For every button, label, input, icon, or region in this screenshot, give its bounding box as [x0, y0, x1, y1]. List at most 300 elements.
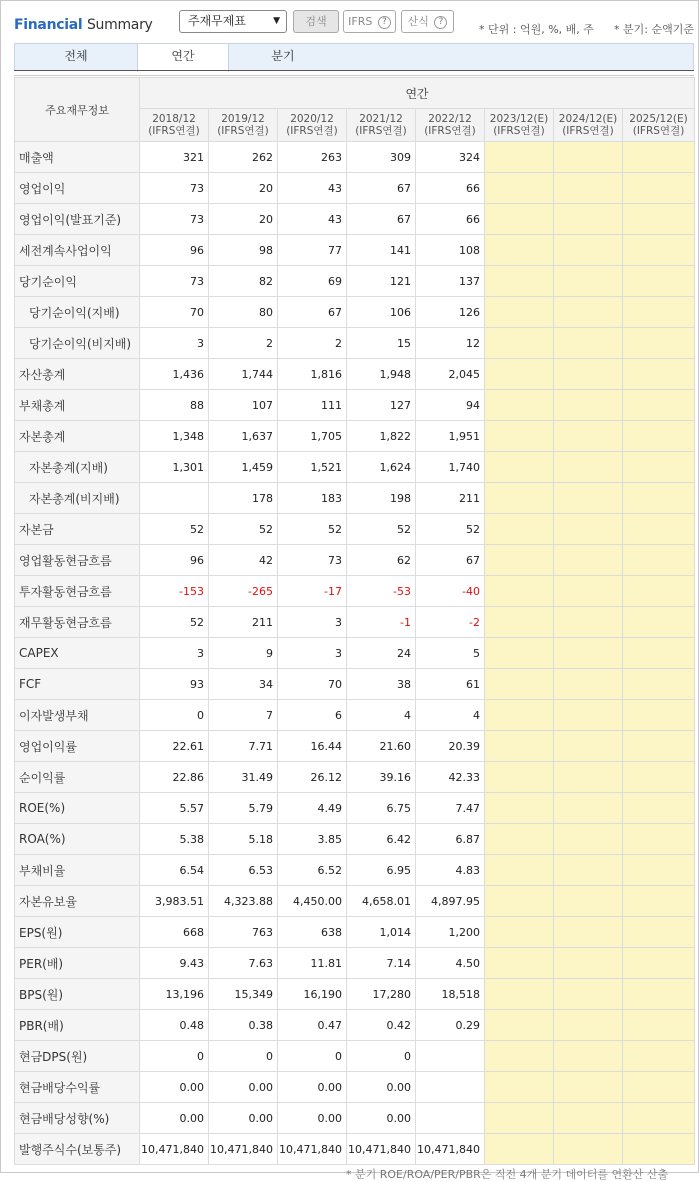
table-cell — [554, 607, 623, 638]
table-row — [15, 359, 695, 390]
table-cell: 1,436 — [140, 359, 209, 390]
table-cell: 0.00 — [140, 1072, 209, 1103]
table-cell: 77 — [278, 235, 347, 266]
ifrs-button-label: IFRS — [348, 15, 373, 28]
table-cell — [554, 173, 623, 204]
table-cell: 10,471,840 — [416, 1134, 485, 1165]
table-cell: 1,744 — [209, 359, 278, 390]
table-cell: 3 — [140, 328, 209, 359]
table-row — [15, 979, 695, 1010]
table-cell — [554, 793, 623, 824]
table-cell: 2 — [278, 328, 347, 359]
table-cell: 9.43 — [140, 948, 209, 979]
table-cell: 10,471,840 — [278, 1134, 347, 1165]
table-cell: 1,705 — [278, 421, 347, 452]
year-basis: (IFRS연결) — [632, 125, 685, 137]
table-cell — [554, 235, 623, 266]
table-cell — [554, 979, 623, 1010]
table-cell — [485, 638, 554, 669]
year-column-header — [485, 109, 554, 142]
table-cell: 10,471,840 — [140, 1134, 209, 1165]
table-cell: 6.75 — [347, 793, 416, 824]
table-cell: 668 — [140, 917, 209, 948]
table-cell: 6.42 — [347, 824, 416, 855]
table-row — [15, 1072, 695, 1103]
table-cell: 21.60 — [347, 731, 416, 762]
table-cell: 3 — [278, 607, 347, 638]
row-label: 자산총계 — [15, 359, 140, 390]
title-summary: Summary — [86, 17, 153, 33]
table-cell — [554, 886, 623, 917]
table-cell — [554, 297, 623, 328]
table-cell — [485, 731, 554, 762]
table-cell: 26.12 — [278, 762, 347, 793]
table-cell: 0.00 — [278, 1072, 347, 1103]
row-label: ROE(%) — [15, 793, 140, 824]
row-label: 자본총계 — [15, 421, 140, 452]
table-cell — [554, 762, 623, 793]
table-cell — [140, 483, 209, 514]
table-cell — [485, 390, 554, 421]
table-cell: 107 — [209, 390, 278, 421]
formula-button-label: 산식 — [407, 15, 429, 28]
table-cell — [623, 1010, 695, 1041]
table-cell: 7 — [209, 700, 278, 731]
table-row — [15, 731, 695, 762]
table-cell: 98 — [209, 235, 278, 266]
table-cell — [485, 452, 554, 483]
table-cell — [554, 421, 623, 452]
table-cell — [623, 917, 695, 948]
year-basis: (IFRS연결) — [148, 125, 200, 137]
table-cell: 52 — [140, 607, 209, 638]
table-cell: 1,301 — [140, 452, 209, 483]
table-cell: 52 — [347, 514, 416, 545]
table-cell: 127 — [347, 390, 416, 421]
row-label: 발행주식수(보통주) — [15, 1134, 140, 1165]
row-label: 영업이익률 — [15, 731, 140, 762]
table-row — [15, 328, 695, 359]
table-cell: -53 — [347, 576, 416, 607]
table-cell: 4,450.00 — [278, 886, 347, 917]
table-cell: 42.33 — [416, 762, 485, 793]
tab-all[interactable]: 전체 — [64, 49, 88, 63]
unit-note: * 단위 : 억원, %, 배, 주 — [479, 23, 594, 36]
table-cell: 4,323.88 — [209, 886, 278, 917]
year-basis: (IFRS연결) — [493, 125, 545, 137]
table-cell: 17,280 — [347, 979, 416, 1010]
table-cell: -1 — [347, 607, 416, 638]
table-cell: 7.47 — [416, 793, 485, 824]
table-cell — [485, 576, 554, 607]
tab-quarterly[interactable]: 분기 — [271, 49, 295, 63]
table-cell: 93 — [140, 669, 209, 700]
row-label: EPS(원) — [15, 917, 140, 948]
table-cell — [485, 266, 554, 297]
table-cell — [485, 762, 554, 793]
table-cell — [485, 359, 554, 390]
table-cell — [485, 1010, 554, 1041]
row-label: 세전계속사업이익 — [15, 235, 140, 266]
table-cell: 198 — [347, 483, 416, 514]
table-cell — [554, 1134, 623, 1165]
table-cell: 67 — [278, 297, 347, 328]
tab-annual[interactable]: 연간 — [137, 44, 229, 72]
table-row — [15, 1010, 695, 1041]
table-cell — [485, 607, 554, 638]
table-cell — [554, 1103, 623, 1134]
table-cell: 42 — [209, 545, 278, 576]
year-period: 2018/12 — [152, 113, 196, 125]
row-label: 당기순이익(지배) — [15, 297, 140, 328]
table-cell: 3 — [140, 638, 209, 669]
table-cell: 11.81 — [278, 948, 347, 979]
quarter-basis-note: * 분기: 순액기준 — [614, 23, 694, 36]
table-cell: 1,348 — [140, 421, 209, 452]
table-cell: 73 — [140, 173, 209, 204]
table-row — [15, 762, 695, 793]
table-cell: 10,471,840 — [347, 1134, 416, 1165]
table-cell: 0.00 — [278, 1103, 347, 1134]
table-cell: 6.95 — [347, 855, 416, 886]
table-cell: 0 — [278, 1041, 347, 1072]
table-cell — [623, 421, 695, 452]
period-header: 연간 — [140, 78, 695, 109]
table-cell: 0.38 — [209, 1010, 278, 1041]
table-cell — [623, 607, 695, 638]
table-row — [15, 793, 695, 824]
table-cell: 1,951 — [416, 421, 485, 452]
row-label: 자본총계(비지배) — [15, 483, 140, 514]
table-cell: 20 — [209, 173, 278, 204]
table-cell — [554, 731, 623, 762]
table-cell — [485, 855, 554, 886]
table-cell: 6.53 — [209, 855, 278, 886]
table-cell: 263 — [278, 142, 347, 173]
table-cell — [554, 669, 623, 700]
table-cell: 9 — [209, 638, 278, 669]
table-cell: 126 — [416, 297, 485, 328]
table-cell — [623, 1134, 695, 1165]
table-cell: 2,045 — [416, 359, 485, 390]
table-cell — [485, 483, 554, 514]
table-cell — [554, 948, 623, 979]
table-row — [15, 607, 695, 638]
table-cell — [623, 204, 695, 235]
year-column-header — [209, 109, 278, 142]
table-cell: 0.00 — [347, 1103, 416, 1134]
table-cell — [623, 1103, 695, 1134]
row-label: 순이익률 — [15, 762, 140, 793]
table-cell: 6.54 — [140, 855, 209, 886]
row-label: ROA(%) — [15, 824, 140, 855]
table-cell: 262 — [209, 142, 278, 173]
table-row — [15, 917, 695, 948]
table-cell — [623, 979, 695, 1010]
table-cell: 16,190 — [278, 979, 347, 1010]
table-cell — [623, 142, 695, 173]
year-period: 2021/12 — [359, 113, 403, 125]
table-cell: 22.61 — [140, 731, 209, 762]
table-cell — [623, 173, 695, 204]
table-cell: 70 — [278, 669, 347, 700]
table-cell: 4,897.95 — [416, 886, 485, 917]
table-cell: 96 — [140, 235, 209, 266]
year-period: 2025/12(E) — [629, 113, 688, 125]
financial-table — [14, 77, 695, 1165]
row-label: FCF — [15, 669, 140, 700]
table-cell: 31.49 — [209, 762, 278, 793]
table-cell: 3.85 — [278, 824, 347, 855]
table-cell: -17 — [278, 576, 347, 607]
table-row — [15, 297, 695, 328]
table-row — [15, 1103, 695, 1134]
table-cell: 763 — [209, 917, 278, 948]
year-period: 2022/12 — [428, 113, 472, 125]
table-cell: 6.52 — [278, 855, 347, 886]
table-row — [15, 266, 695, 297]
table-cell: 4 — [347, 700, 416, 731]
table-cell: 16.44 — [278, 731, 347, 762]
widget-title — [14, 17, 153, 33]
table-cell — [485, 514, 554, 545]
table-cell: 7.63 — [209, 948, 278, 979]
table-cell: 1,637 — [209, 421, 278, 452]
year-period: 2023/12(E) — [489, 113, 549, 125]
table-row — [15, 204, 695, 235]
table-cell — [485, 824, 554, 855]
table-cell: 52 — [209, 514, 278, 545]
year-basis: (IFRS연결) — [424, 125, 476, 137]
row-label: 현금배당수익률 — [15, 1072, 140, 1103]
table-cell: 39.16 — [347, 762, 416, 793]
table-cell — [623, 297, 695, 328]
table-cell — [623, 452, 695, 483]
table-cell: 4.83 — [416, 855, 485, 886]
table-cell: 38 — [347, 669, 416, 700]
table-cell: 61 — [416, 669, 485, 700]
table-cell — [623, 855, 695, 886]
table-cell: 0.29 — [416, 1010, 485, 1041]
table-cell — [485, 421, 554, 452]
table-cell: 82 — [209, 266, 278, 297]
year-basis: (IFRS연결) — [562, 125, 614, 137]
help-icon: ? — [378, 16, 391, 29]
table-cell: 141 — [347, 235, 416, 266]
table-cell — [554, 917, 623, 948]
table-row — [15, 855, 695, 886]
table-cell: 52 — [416, 514, 485, 545]
table-cell — [416, 1072, 485, 1103]
row-label: 매출액 — [15, 142, 140, 173]
table-cell — [485, 173, 554, 204]
ifrs-button[interactable] — [343, 10, 396, 33]
table-cell: 2 — [209, 328, 278, 359]
formula-button[interactable] — [401, 10, 454, 33]
row-label: 당기순이익 — [15, 266, 140, 297]
table-cell: 5.57 — [140, 793, 209, 824]
table-cell — [623, 576, 695, 607]
table-cell — [485, 1103, 554, 1134]
table-cell — [623, 328, 695, 359]
table-cell: 3 — [278, 638, 347, 669]
table-cell: 96 — [140, 545, 209, 576]
row-label: CAPEX — [15, 638, 140, 669]
table-cell — [623, 483, 695, 514]
table-cell — [623, 1072, 695, 1103]
table-cell: 309 — [347, 142, 416, 173]
toolbar — [1, 1, 699, 45]
table-cell: 0.48 — [140, 1010, 209, 1041]
year-column-header — [623, 109, 695, 142]
table-cell — [623, 762, 695, 793]
table-row — [15, 638, 695, 669]
table-cell: 638 — [278, 917, 347, 948]
table-cell: 1,816 — [278, 359, 347, 390]
table-cell — [623, 669, 695, 700]
year-column-header — [347, 109, 416, 142]
table-cell: 6 — [278, 700, 347, 731]
table-cell: 183 — [278, 483, 347, 514]
table-cell: 7.14 — [347, 948, 416, 979]
table-cell — [623, 266, 695, 297]
year-column-header — [278, 109, 347, 142]
table-cell: 34 — [209, 669, 278, 700]
year-basis: (IFRS연결) — [286, 125, 338, 137]
table-row — [15, 390, 695, 421]
table-cell — [485, 1134, 554, 1165]
table-cell: 108 — [416, 235, 485, 266]
table-cell: 121 — [347, 266, 416, 297]
row-label: BPS(원) — [15, 979, 140, 1010]
row-label: 자본총계(지배) — [15, 452, 140, 483]
year-column-header — [416, 109, 485, 142]
table-cell: 24 — [347, 638, 416, 669]
table-cell — [554, 855, 623, 886]
table-cell — [554, 266, 623, 297]
table-cell — [554, 545, 623, 576]
table-cell: 7.71 — [209, 731, 278, 762]
table-row — [15, 235, 695, 266]
table-cell: 1,014 — [347, 917, 416, 948]
row-label: PER(배) — [15, 948, 140, 979]
row-label: PBR(배) — [15, 1010, 140, 1041]
table-cell: 5.18 — [209, 824, 278, 855]
table-cell — [485, 328, 554, 359]
table-cell: 67 — [416, 545, 485, 576]
year-column-header — [554, 109, 623, 142]
row-label: 자본유보율 — [15, 886, 140, 917]
table-cell: 321 — [140, 142, 209, 173]
table-cell: 67 — [347, 173, 416, 204]
table-cell: 43 — [278, 204, 347, 235]
table-cell — [554, 390, 623, 421]
table-cell — [554, 638, 623, 669]
table-cell — [623, 235, 695, 266]
table-cell: 70 — [140, 297, 209, 328]
table-cell: 4,658.01 — [347, 886, 416, 917]
table-cell — [623, 514, 695, 545]
table-cell: 111 — [278, 390, 347, 421]
table-cell: -153 — [140, 576, 209, 607]
search-button-label: 검색 — [305, 15, 327, 28]
table-cell — [485, 886, 554, 917]
row-label: 현금배당성향(%) — [15, 1103, 140, 1134]
year-period: 2024/12(E) — [558, 113, 618, 125]
table-cell — [623, 359, 695, 390]
row-header: 주요재무정보 — [15, 78, 140, 142]
table-cell: 0.00 — [209, 1103, 278, 1134]
period-tabs — [14, 43, 694, 70]
year-basis: (IFRS연결) — [355, 125, 407, 137]
table-cell: 69 — [278, 266, 347, 297]
table-cell: 1,521 — [278, 452, 347, 483]
table-cell: 66 — [416, 204, 485, 235]
table-cell — [485, 917, 554, 948]
table-cell: -2 — [416, 607, 485, 638]
table-cell: 1,740 — [416, 452, 485, 483]
table-cell: 80 — [209, 297, 278, 328]
table-cell: 20 — [209, 204, 278, 235]
table-row — [15, 576, 695, 607]
row-label: 이자발생부채 — [15, 700, 140, 731]
table-cell: 0.00 — [209, 1072, 278, 1103]
table-row — [15, 483, 695, 514]
statement-type-select[interactable] — [179, 10, 287, 33]
table-cell: 88 — [140, 390, 209, 421]
table-cell: 73 — [140, 266, 209, 297]
table-cell: 1,822 — [347, 421, 416, 452]
table-cell: 137 — [416, 266, 485, 297]
table-cell: 66 — [416, 173, 485, 204]
table-cell: 18,518 — [416, 979, 485, 1010]
table-cell: 13,196 — [140, 979, 209, 1010]
table-cell: 6.87 — [416, 824, 485, 855]
table-cell: 52 — [278, 514, 347, 545]
table-cell: 15 — [347, 328, 416, 359]
year-basis: (IFRS연결) — [217, 125, 269, 137]
table-cell: 178 — [209, 483, 278, 514]
table-cell — [554, 1072, 623, 1103]
table-cell: 3,983.51 — [140, 886, 209, 917]
table-cell: 0 — [140, 1041, 209, 1072]
search-button[interactable] — [293, 10, 339, 33]
table-row — [15, 545, 695, 576]
table-cell — [485, 793, 554, 824]
table-cell: 0.00 — [140, 1103, 209, 1134]
table-cell — [554, 452, 623, 483]
table-cell — [554, 483, 623, 514]
table-cell: 43 — [278, 173, 347, 204]
table-cell — [623, 638, 695, 669]
table-cell: 62 — [347, 545, 416, 576]
table-cell — [554, 700, 623, 731]
table-cell: 94 — [416, 390, 485, 421]
table-cell: 4.50 — [416, 948, 485, 979]
table-cell: 324 — [416, 142, 485, 173]
table-cell: 22.86 — [140, 762, 209, 793]
row-label: 현금DPS(원) — [15, 1041, 140, 1072]
table-cell — [623, 1041, 695, 1072]
table-cell — [623, 390, 695, 421]
table-cell — [623, 731, 695, 762]
table-cell: 15,349 — [209, 979, 278, 1010]
table-row — [15, 948, 695, 979]
statement-type-value: 주재무제표 — [188, 14, 246, 28]
table-cell — [554, 1010, 623, 1041]
table-cell: -40 — [416, 576, 485, 607]
table-cell: 0.00 — [347, 1072, 416, 1103]
